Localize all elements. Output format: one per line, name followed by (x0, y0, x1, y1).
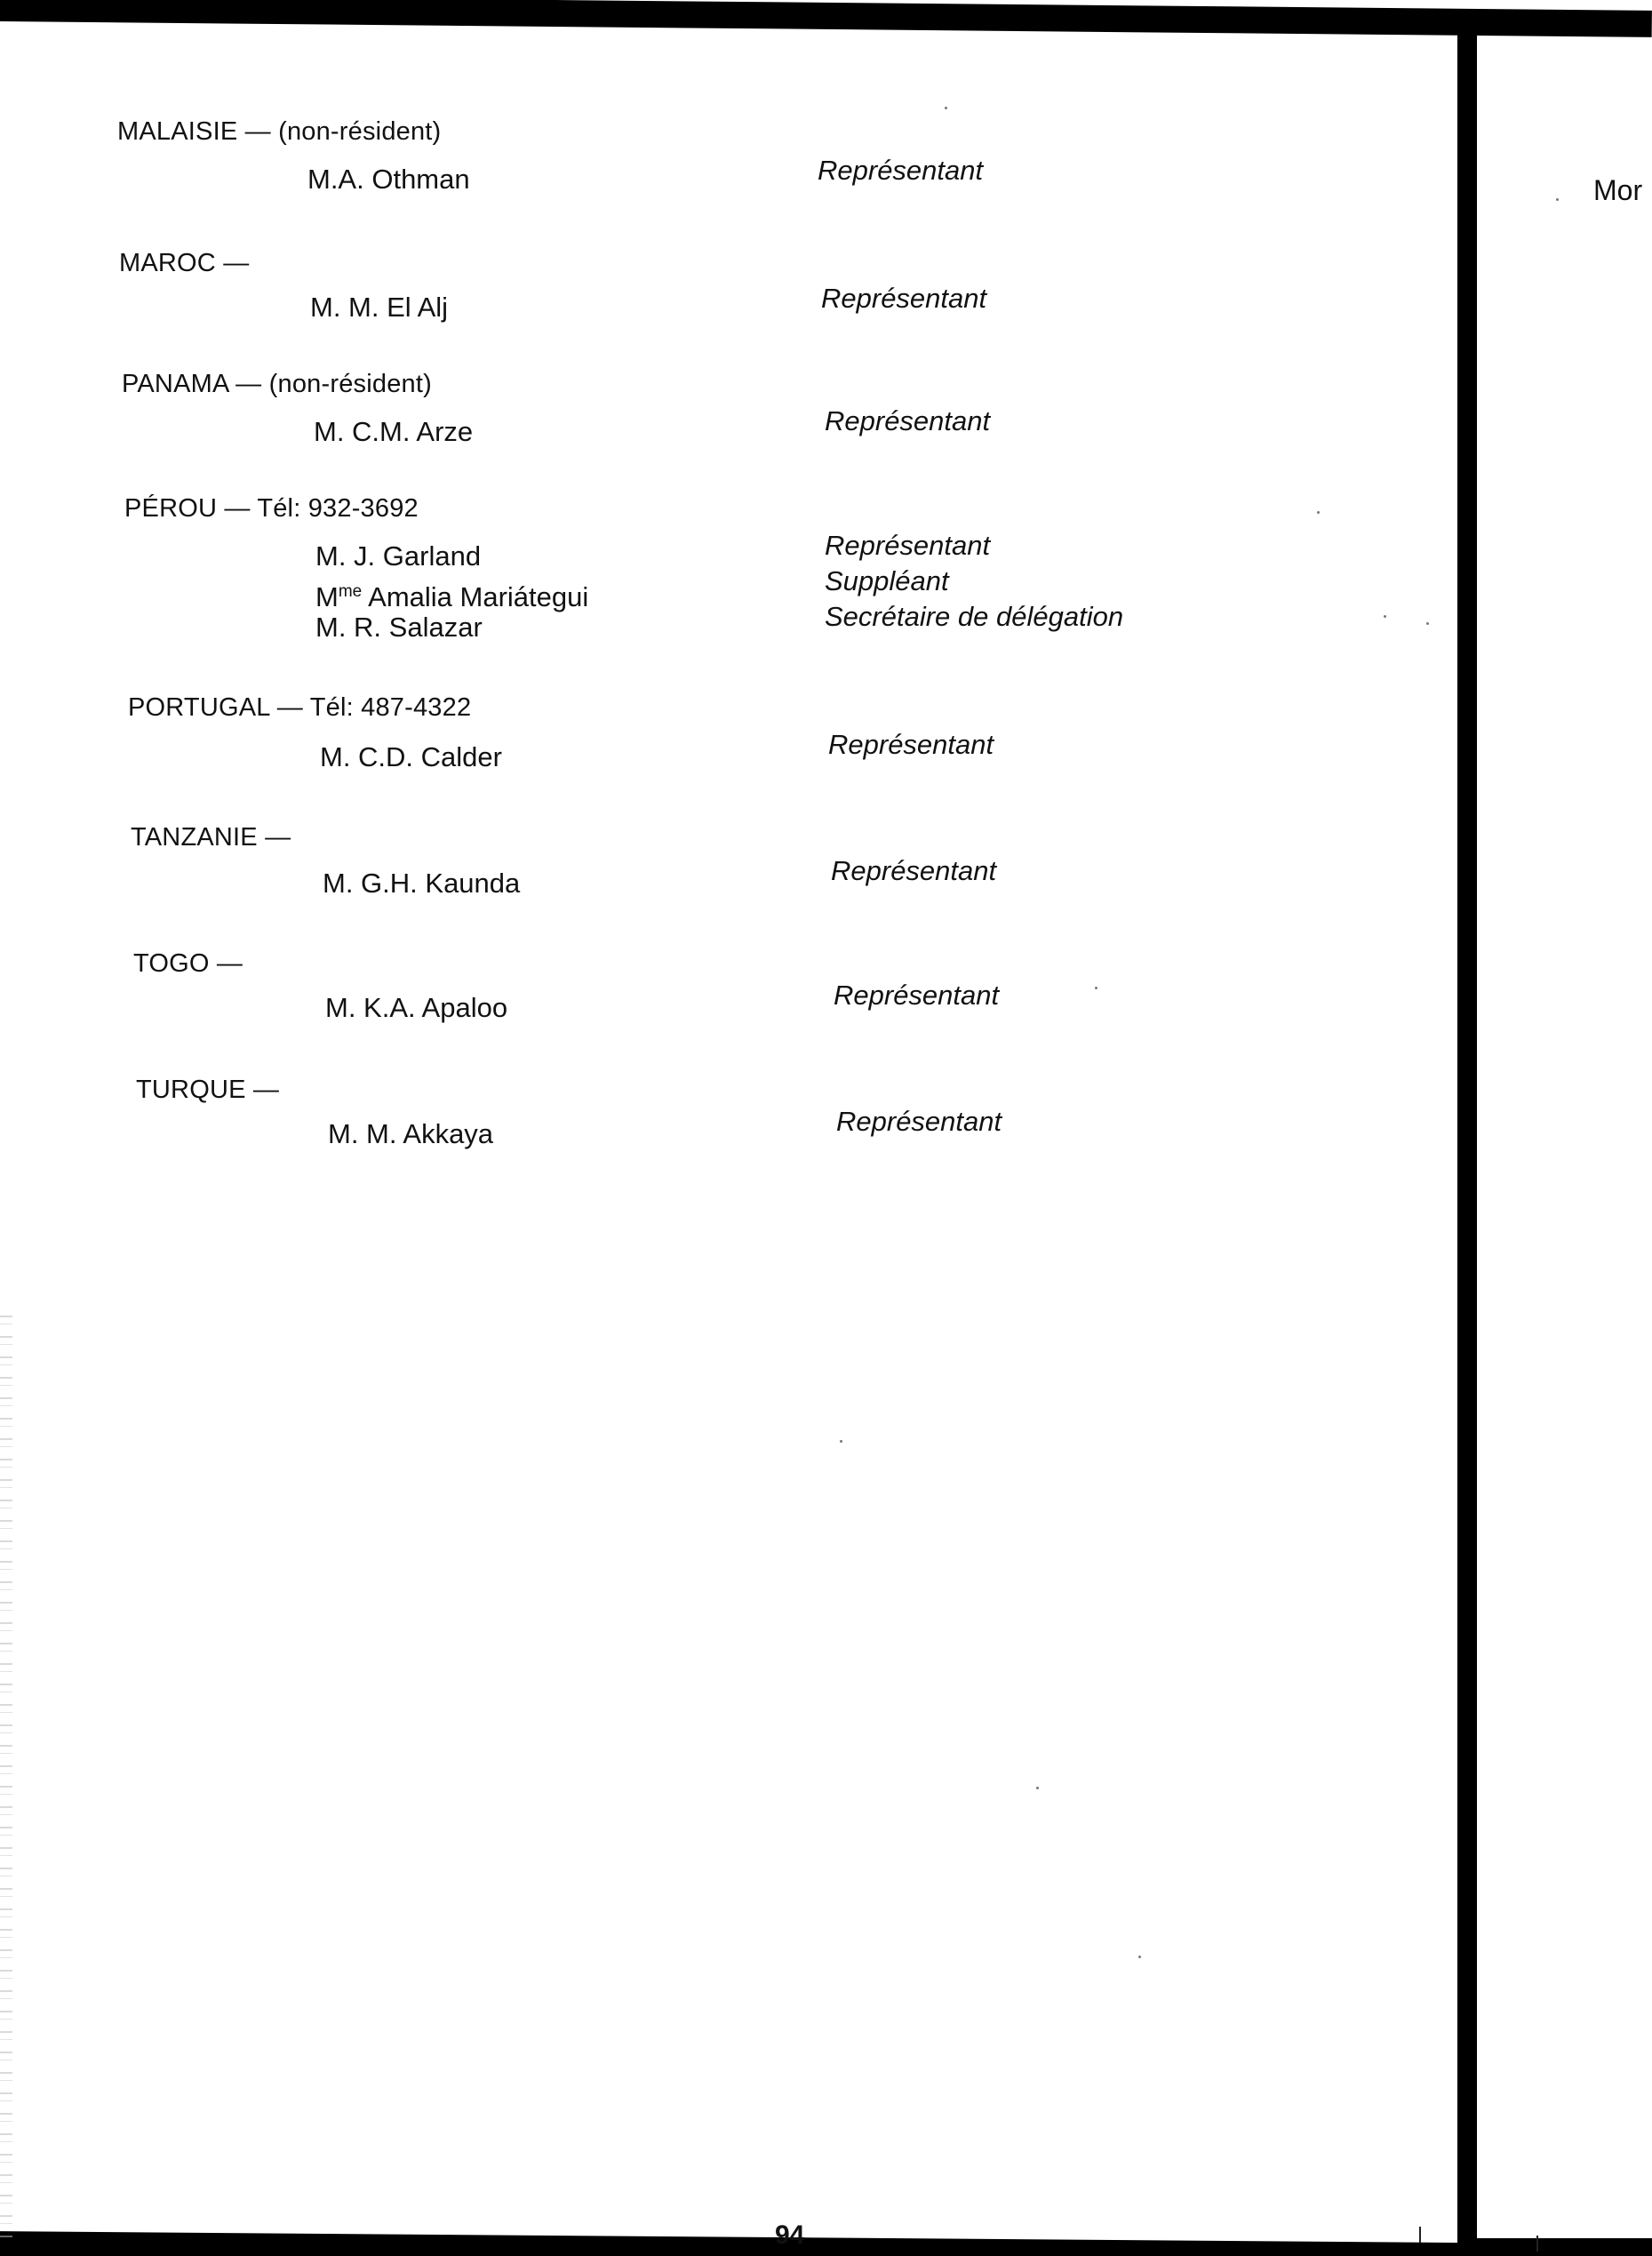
book-spine-shadow (1457, 18, 1477, 2256)
delegate-name: M. C.D. Calder (320, 741, 502, 772)
delegate-name: M. R. Salazar (315, 612, 483, 643)
country-heading: PÉROU — Tél: 932-3692 (124, 494, 419, 523)
delegate-role: Représentant (818, 155, 984, 186)
delegation-entry (131, 821, 997, 899)
scan-speck (1036, 1787, 1039, 1789)
delegate-role: Représentant (825, 530, 991, 561)
delegate-role: Secrétaire de délégation (825, 601, 1124, 632)
country-heading: MALAISIE — (non-résident) (117, 117, 442, 146)
adjacent-page-text: Mor (1593, 174, 1643, 206)
honorific-prefix: M (315, 581, 339, 612)
delegate-name-text: Amalia Mariátegui (362, 581, 589, 612)
scan-mark (1536, 2236, 1538, 2252)
delegation-entry (128, 692, 994, 772)
delegation-entry (119, 247, 987, 323)
scan-bottom-border-right (1475, 2238, 1652, 2256)
delegate-role: Représentant (828, 729, 994, 760)
delegate-name: M. M. Akkaya (328, 1118, 494, 1149)
delegate-name: M. C.M. Arze (314, 416, 474, 447)
page-number: 94 (775, 2220, 805, 2250)
delegation-entry (133, 948, 1000, 1023)
scan-mark (1419, 2227, 1421, 2243)
delegate-name: M. J. Garland (315, 540, 482, 572)
scan-speck (1556, 198, 1559, 201)
delegation-entry (117, 116, 984, 195)
delegate-name: M. G.H. Kaunda (323, 868, 521, 899)
delegate-name: M.A. Othman (307, 164, 470, 195)
scan-speck (1138, 1956, 1141, 1958)
country-heading: PORTUGAL — Tél: 487-4322 (128, 693, 472, 722)
delegate-role: Suppléant (825, 565, 949, 596)
scan-speck (1426, 622, 1429, 625)
delegation-list (0, 0, 1422, 1244)
delegate-role: Représentant (836, 1106, 1002, 1137)
delegation-entry (122, 368, 991, 447)
delegation-entry (136, 1074, 1002, 1149)
delegate-name: M. M. El Alj (310, 292, 449, 323)
delegate-role: Représentant (821, 283, 987, 314)
country-heading: TURQUE — (136, 1076, 280, 1104)
delegation-entry (124, 492, 1124, 643)
country-heading: MAROC — (119, 249, 250, 277)
delegate-role: Représentant (825, 405, 991, 436)
honorific-superscript: me (338, 582, 363, 601)
delegate-name: M. K.A. Apaloo (325, 992, 508, 1023)
scan-bottom-border (0, 2231, 1652, 2256)
country-heading: PANAMA — (non-résident) (122, 370, 432, 398)
scan-edge-noise (0, 1316, 12, 2240)
country-heading: TANZANIE — (131, 823, 291, 852)
delegate-role: Représentant (834, 980, 1000, 1011)
country-heading: TOGO — (133, 949, 243, 978)
scan-speck (840, 1440, 842, 1443)
delegate-role: Représentant (831, 855, 997, 886)
